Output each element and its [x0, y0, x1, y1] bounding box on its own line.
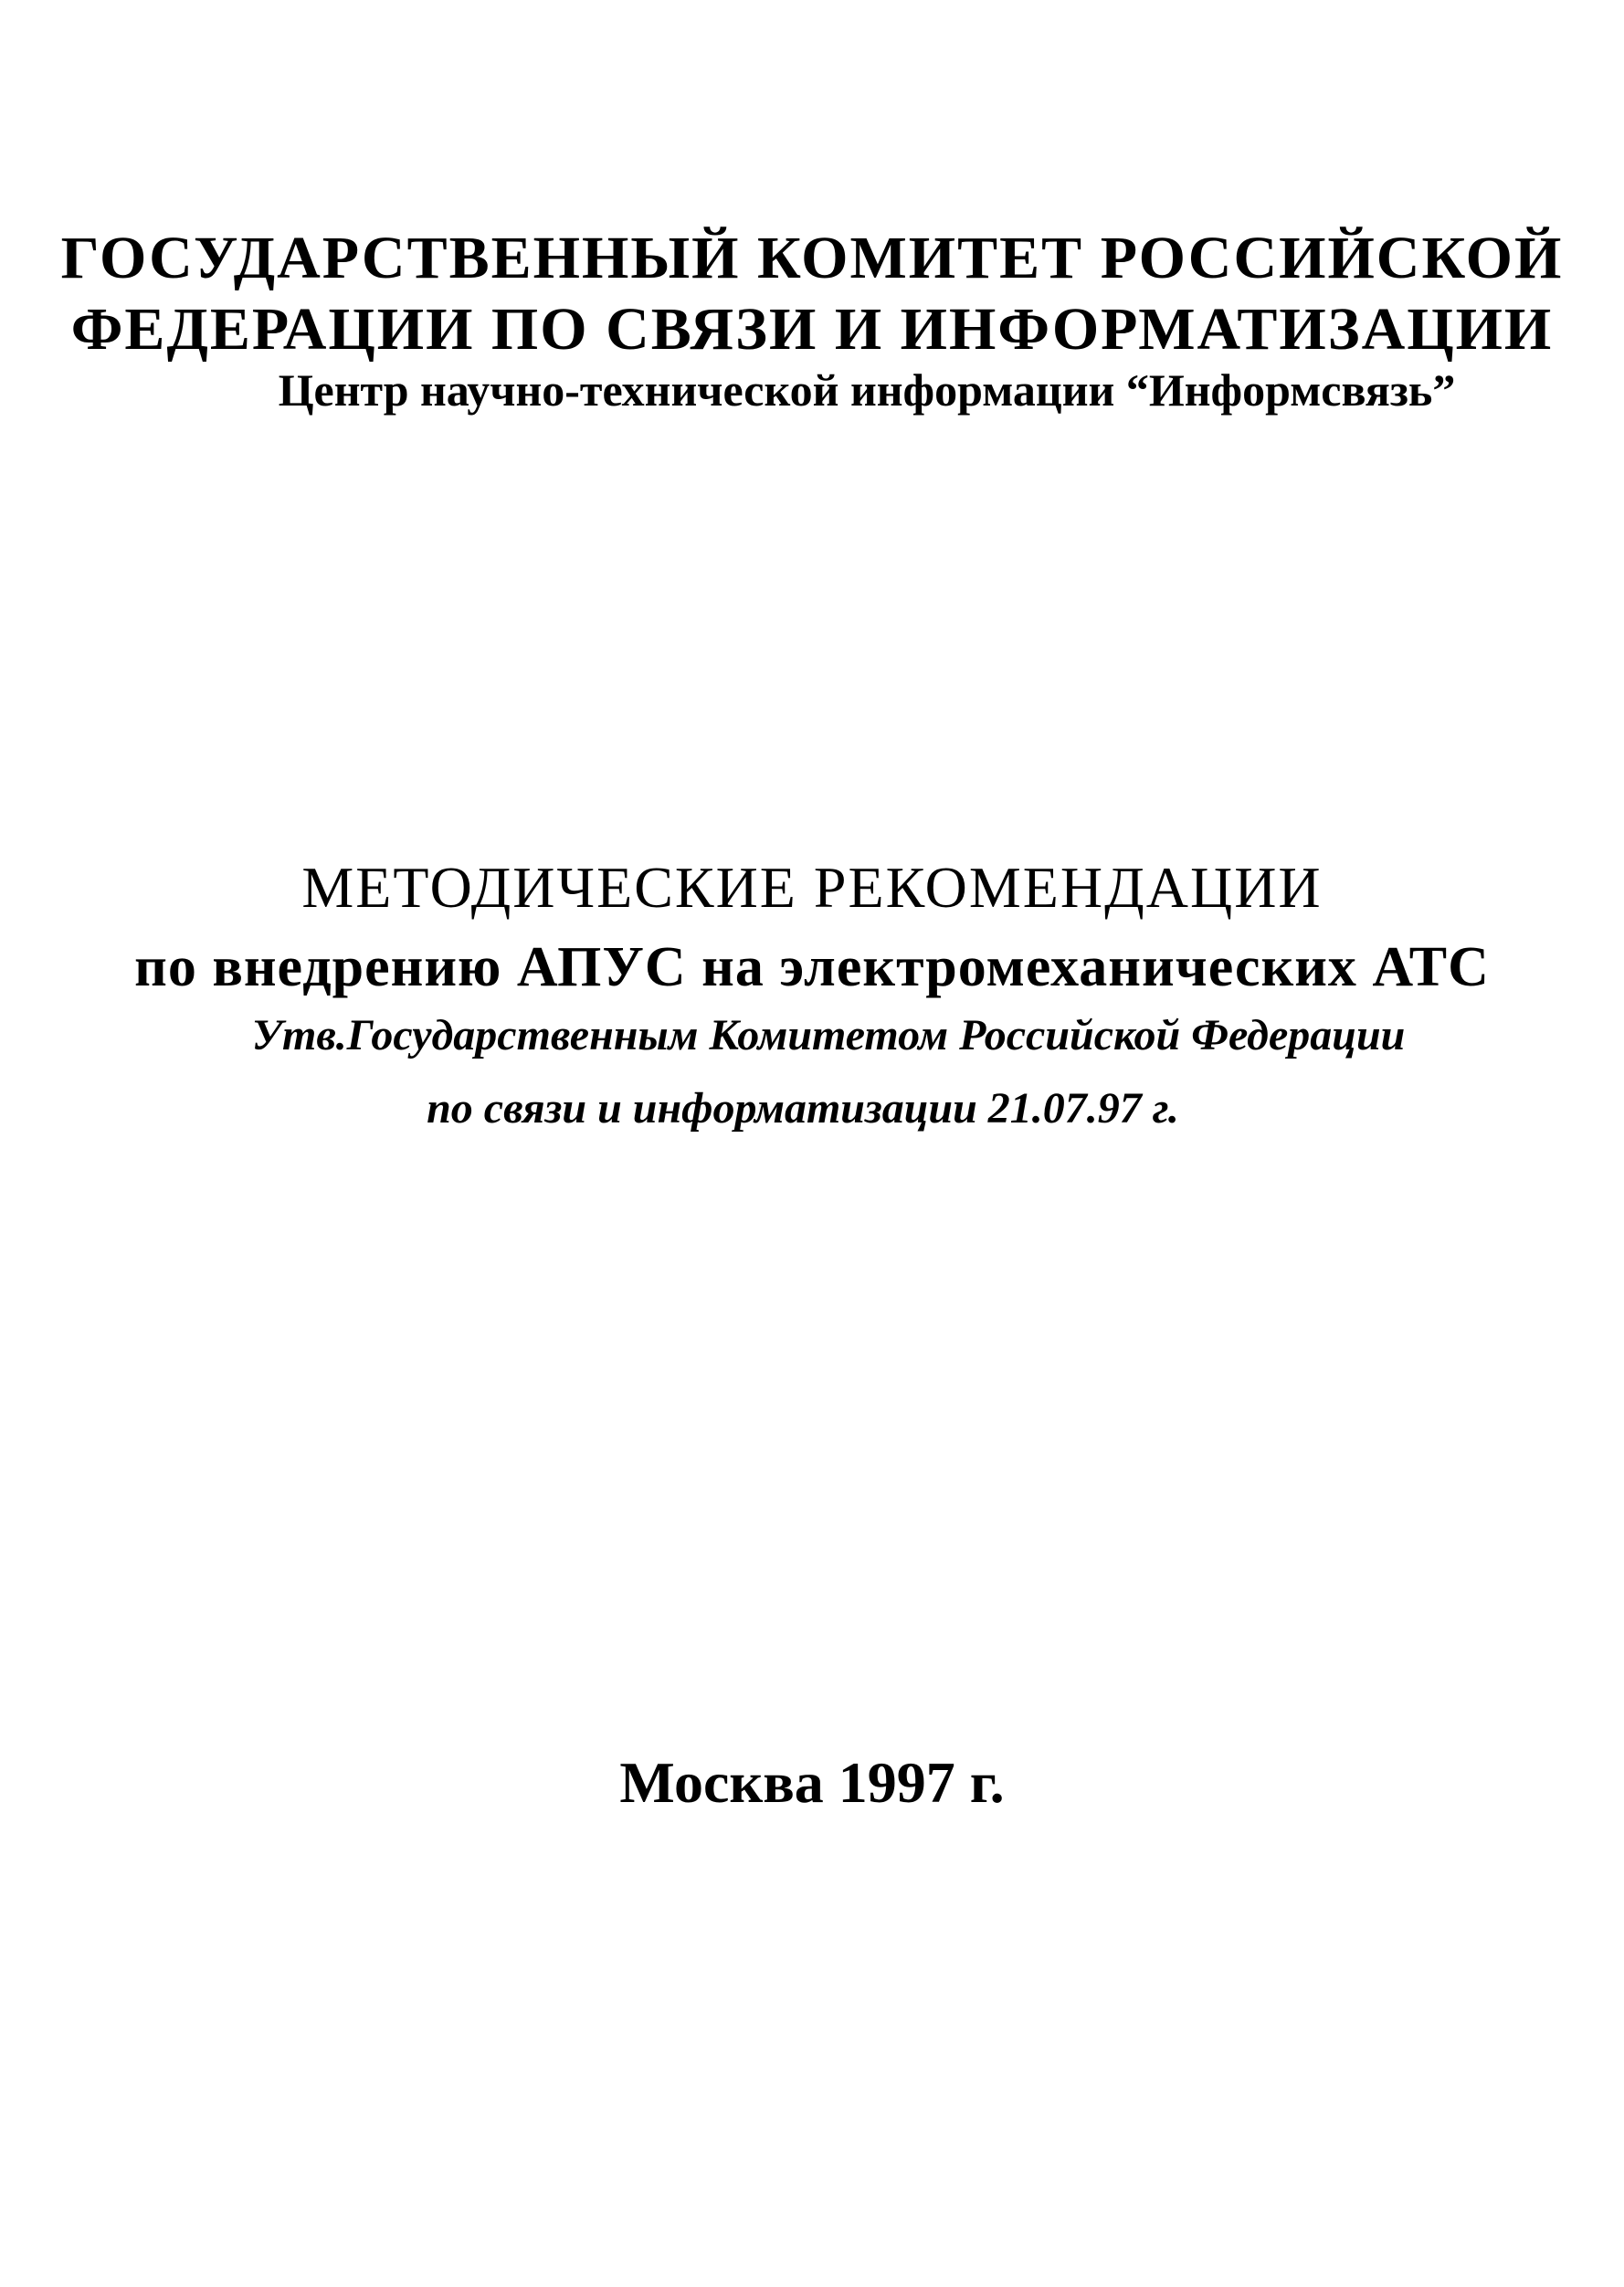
- org-name-line-1: ГОСУДАРСТВЕННЫЙ КОМИТЕТ РОССИЙСКОЙ: [60, 225, 1564, 291]
- approval-line-1: Утв.Государственным Комитетом Российской Федерации: [251, 1011, 1406, 1059]
- document-subtitle: по внедрению АПУС на электромеханических АТС: [134, 936, 1490, 998]
- org-name-line-2: ФЕДЕРАЦИИ ПО СВЯЗИ И ИНФОРМАТИЗАЦИИ: [70, 296, 1554, 363]
- document-title: МЕТОДИЧЕСКИЕ РЕКОМЕНДАЦИИ: [301, 855, 1323, 920]
- approval-line-2: по связи и информатизации 21.07.97 г.: [427, 1084, 1179, 1133]
- place-and-year: Москва 1997 г.: [619, 1750, 1005, 1815]
- org-center-name: Центр научно-технической информации “Информсвязь”: [278, 364, 1456, 416]
